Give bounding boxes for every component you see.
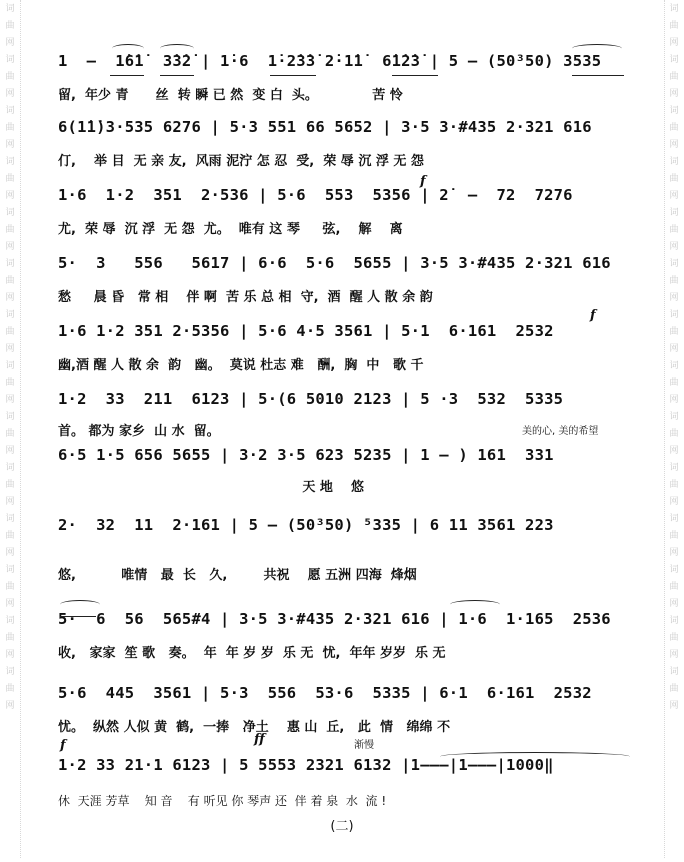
watermark-char: 曲: [5, 684, 15, 694]
watermark-char: 词: [669, 55, 679, 65]
left-watermark: [2, 0, 18, 862]
watermark-char: 词: [669, 259, 679, 269]
notation-line: 6·5 1·5 656 5655 | 3·2 3·5 623 5235 | 1 – ) 161 331: [58, 446, 554, 464]
lyric-line: 尤, 荣 辱 沉 浮 无 怨 尤。 唯有 这 琴 弦, 解 离: [58, 222, 403, 237]
annotation-hope: 美的心, 美的希望: [522, 426, 599, 437]
watermark-char: 曲: [5, 429, 15, 439]
watermark-char: 词: [5, 463, 15, 473]
watermark-char: 词: [5, 565, 15, 575]
watermark-char: 词: [669, 208, 679, 218]
watermark-char: 曲: [669, 225, 679, 235]
watermark-char: 曲: [669, 123, 679, 133]
notation-line: 2· 32 11 2·161 | 5 – (50³50) ⁵335 | 6 11 3561 223: [58, 516, 554, 534]
watermark-char: 网: [5, 242, 15, 252]
slur-mark: [440, 752, 630, 761]
watermark-char: 网: [5, 650, 15, 660]
watermark-char: 词: [669, 463, 679, 473]
watermark-char: 网: [5, 395, 15, 405]
watermark-char: 网: [5, 89, 15, 99]
notation-line: 1·6 1·2 351 2·536 | 5·6 553 5356 | 2̇ – 72 7276: [58, 186, 573, 204]
notation-line: 1 – 1̇6̇1̇ 3̇3̇2̇ | 1̇·6 1̇·2̇3̇3̇ 2̇·1̇1̇ 6̇1̇2̇3̇ | 5 – (50³50) 3535: [58, 52, 602, 70]
forte-mark: f: [590, 308, 596, 323]
lyric-line: 收, 家家 笙 歌 奏。 年 年 岁 岁 乐 无 忧, 年年 岁岁 乐 无: [58, 646, 446, 661]
watermark-char: 曲: [669, 531, 679, 541]
watermark-char: 曲: [669, 582, 679, 592]
watermark-char: 词: [669, 310, 679, 320]
watermark-char: 词: [5, 106, 15, 116]
watermark-char: 曲: [669, 429, 679, 439]
watermark-char: 网: [669, 446, 679, 456]
notation-line: 1·2 33 21·1 6123 | 5 5553 2321 6132 |1–––|1–––|1000‖: [58, 756, 554, 774]
watermark-char: 曲: [5, 72, 15, 82]
right-margin-line: [664, 0, 665, 858]
watermark-char: 网: [669, 344, 679, 354]
watermark-char: 网: [669, 242, 679, 252]
watermark-char: 词: [669, 157, 679, 167]
lyric-line: 留, 年少 青 丝 转 瞬 已 然 变 白 头。 苦 怜: [58, 88, 403, 103]
watermark-char: 网: [669, 140, 679, 150]
lyric-line: 休 天涯 芳草 知 音 有 听见 你 琴声 还 伴 着 泉 水 流 !: [58, 794, 387, 808]
slur-mark: [572, 44, 622, 53]
fortissimo-mark: ff: [254, 732, 265, 747]
slur-mark: [450, 600, 500, 609]
watermark-char: 曲: [669, 21, 679, 31]
watermark-char: 网: [669, 497, 679, 507]
watermark-char: 曲: [669, 276, 679, 286]
beam-line: [160, 75, 194, 76]
watermark-char: 网: [5, 344, 15, 354]
watermark-char: 曲: [669, 378, 679, 388]
left-margin-line: [20, 0, 21, 858]
beam-line: [60, 616, 96, 617]
watermark-char: 曲: [5, 174, 15, 184]
watermark-char: 曲: [5, 480, 15, 490]
watermark-char: 曲: [5, 531, 15, 541]
watermark-char: 网: [5, 701, 15, 711]
lyric-line: 首。 都为 家乡 山 水 留。: [58, 424, 220, 439]
watermark-char: 网: [669, 395, 679, 405]
watermark-char: 曲: [669, 480, 679, 490]
watermark-char: 词: [669, 412, 679, 422]
watermark-char: 曲: [669, 327, 679, 337]
watermark-char: 网: [5, 599, 15, 609]
notation-line: 1·2 33 211 6123 | 5·(6 5010 2123 | 5 ·3 532 5335: [58, 390, 564, 408]
watermark-char: 曲: [669, 72, 679, 82]
slur-mark: [60, 600, 100, 609]
notation-line: 5· 3 556 5617 | 6·6 5·6 5655 | 3·5 3·#435 2·321 616: [58, 254, 611, 272]
watermark-char: 词: [5, 412, 15, 422]
watermark-char: 词: [5, 157, 15, 167]
watermark-char: 词: [5, 616, 15, 626]
watermark-char: 词: [669, 4, 679, 14]
watermark-char: 曲: [669, 633, 679, 643]
beam-line: [392, 75, 438, 76]
slur-mark: [112, 44, 144, 53]
watermark-char: 网: [5, 548, 15, 558]
right-watermark: [666, 0, 682, 862]
watermark-char: 曲: [5, 123, 15, 133]
watermark-char: 词: [669, 565, 679, 575]
watermark-char: 网: [669, 293, 679, 303]
watermark-char: 网: [5, 38, 15, 48]
watermark-char: 词: [5, 259, 15, 269]
slur-mark: [160, 44, 194, 53]
beam-line: [572, 75, 624, 76]
tempo-slower: 渐慢: [354, 740, 374, 751]
forte-mark: f: [60, 738, 66, 753]
watermark-char: 曲: [5, 276, 15, 286]
notation-line: 5· 6 56 565#4 | 3·5 3·#435 2·321 616 | 1·6 1·165 2536: [58, 610, 611, 628]
watermark-char: 曲: [5, 378, 15, 388]
watermark-char: 网: [669, 701, 679, 711]
lyric-line: 天 地 悠: [58, 480, 365, 495]
lyric-line: 忧。 纵然 人似 黄 鹤, 一捧 净土 惠 山 丘, 此 情 绵绵 不: [58, 720, 451, 735]
notation-line: 1·6 1·2 351 2·5356 | 5·6 4·5 3561 | 5·1 6·161 2532: [58, 322, 554, 340]
watermark-char: 网: [5, 446, 15, 456]
watermark-char: 词: [5, 667, 15, 677]
watermark-char: 网: [669, 89, 679, 99]
watermark-char: 网: [669, 38, 679, 48]
watermark-char: 词: [669, 616, 679, 626]
watermark-char: 词: [669, 106, 679, 116]
watermark-char: 曲: [5, 21, 15, 31]
watermark-char: 词: [5, 514, 15, 524]
notation-line: 5·6 445 3561 | 5·3 556 53·6 5335 | 6·1 6·161 2532: [58, 684, 592, 702]
watermark-char: 网: [669, 599, 679, 609]
watermark-char: 词: [5, 55, 15, 65]
notation-line: 6(1̇1̇)3·535 6276 | 5·3 551 66 5652 | 3·5 3·#435 2·321 616: [58, 118, 592, 136]
watermark-char: 曲: [5, 327, 15, 337]
watermark-char: 词: [5, 310, 15, 320]
lyric-line: 幽,酒 醒 人 散 余 韵 幽。 莫说 杜志 难 酬, 胸 中 歌 千: [58, 358, 424, 373]
watermark-char: 词: [5, 361, 15, 371]
watermark-char: 网: [5, 140, 15, 150]
watermark-char: 词: [669, 514, 679, 524]
watermark-char: 词: [5, 208, 15, 218]
watermark-char: 网: [669, 650, 679, 660]
watermark-char: 曲: [669, 174, 679, 184]
watermark-char: 曲: [5, 582, 15, 592]
lyric-line: 愁 晨 昏 常 相 伴 啊 苦 乐 总 相 守, 酒 醒 人 散 余 韵: [58, 290, 433, 305]
watermark-char: 词: [669, 667, 679, 677]
lyric-line: 悠, 唯情 最 长 久, 共祝 愿 五洲 四海 烽烟: [58, 568, 417, 583]
watermark-char: 网: [669, 548, 679, 558]
watermark-char: 网: [669, 191, 679, 201]
watermark-char: 网: [5, 191, 15, 201]
lyric-line: 仃, 举 目 无 亲 友, 风雨 泥泞 怎 忍 受, 荣 辱 沉 浮 无 怨: [58, 154, 424, 169]
watermark-char: 词: [669, 361, 679, 371]
watermark-char: 网: [5, 497, 15, 507]
beam-line: [110, 75, 144, 76]
watermark-char: 网: [5, 293, 15, 303]
watermark-char: 曲: [669, 684, 679, 694]
page-number: (二): [330, 819, 354, 834]
forte-mark: f: [420, 174, 426, 189]
watermark-char: 词: [5, 4, 15, 14]
watermark-char: 曲: [5, 225, 15, 235]
beam-line: [270, 75, 316, 76]
watermark-char: 曲: [5, 633, 15, 643]
